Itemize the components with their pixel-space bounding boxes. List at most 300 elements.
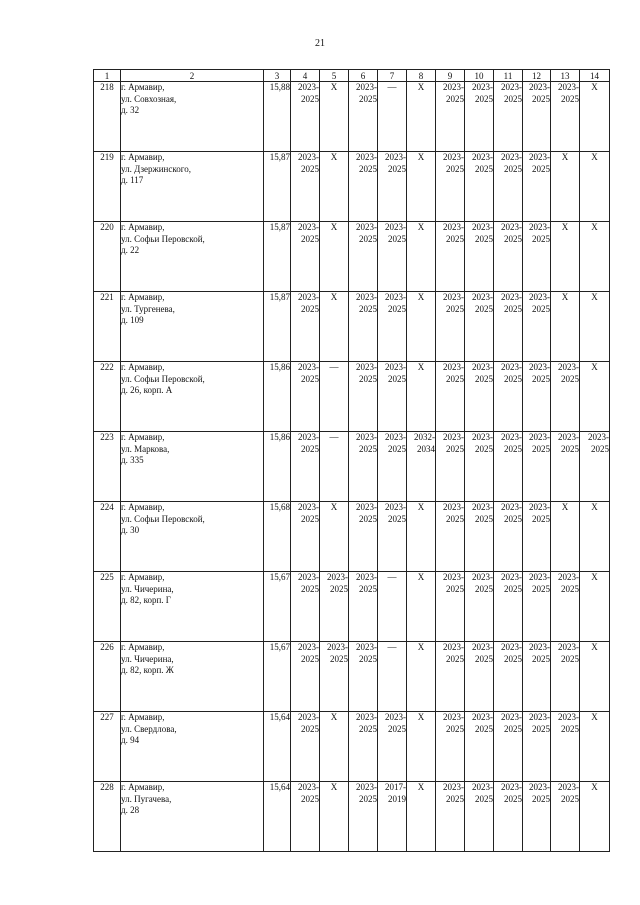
- address-line: д. 335: [121, 455, 144, 465]
- period-line: 2025: [359, 303, 377, 314]
- period-line: 2034: [417, 443, 435, 454]
- period-line: 2023-: [529, 642, 550, 652]
- period-cell: [494, 642, 523, 712]
- column-header: 2: [121, 70, 264, 82]
- period-cell: [494, 152, 523, 222]
- address-line: д. 82, корп. Ж: [121, 665, 174, 675]
- period-line: 2025: [532, 793, 550, 804]
- table-row: [94, 292, 610, 362]
- period-line: 2023-: [501, 572, 522, 582]
- period-cell: [436, 502, 465, 572]
- period-cell: [551, 292, 580, 362]
- table-row: [94, 82, 610, 152]
- period-line: 2023-: [356, 502, 377, 512]
- period-line: 2023-: [356, 82, 377, 92]
- period-line: 2023-: [356, 642, 377, 652]
- period-cell: [407, 642, 436, 712]
- column-header: 4: [291, 70, 320, 82]
- period-line: 2032-: [414, 432, 435, 442]
- period-line: 2023-: [472, 362, 493, 372]
- address-line: д. 22: [121, 245, 140, 255]
- period-cell: [523, 152, 551, 222]
- area-cell: 15,88: [264, 82, 291, 152]
- address-line: г. Армавир,: [121, 432, 165, 442]
- address-line: д. 109: [121, 315, 144, 325]
- period-line: X: [591, 712, 598, 722]
- period-line: X: [591, 782, 598, 792]
- period-line: 2023-: [529, 362, 550, 372]
- area-cell: 15,68: [264, 502, 291, 572]
- period-line: 2025: [504, 513, 522, 524]
- period-line: 2025: [388, 443, 406, 454]
- period-line: 2023-: [501, 502, 522, 512]
- column-header: 10: [465, 70, 494, 82]
- period-line: 2025: [561, 583, 579, 594]
- period-line: 2023-: [558, 362, 579, 372]
- period-cell: [551, 572, 580, 642]
- column-header: 9: [436, 70, 465, 82]
- period-line: 2025: [504, 163, 522, 174]
- address-cell: [121, 152, 264, 222]
- period-cell: [523, 222, 551, 292]
- period-cell: [349, 82, 378, 152]
- period-line: 2023-: [558, 642, 579, 652]
- row-number: 221: [94, 292, 121, 362]
- period-line: 2025: [359, 233, 377, 244]
- period-line: 2023-: [298, 782, 319, 792]
- period-line: 2025: [532, 93, 550, 104]
- period-line: 2025: [388, 233, 406, 244]
- period-line: 2025: [359, 163, 377, 174]
- period-line: 2025: [475, 723, 493, 734]
- period-line: 2025: [359, 513, 377, 524]
- period-line: 2023-: [443, 152, 464, 162]
- period-line: X: [561, 292, 569, 302]
- period-line: 2025: [446, 163, 464, 174]
- period-line: 2025: [446, 443, 464, 454]
- period-cell: [320, 502, 349, 572]
- period-line: —: [329, 362, 339, 372]
- period-line: 2025: [561, 93, 579, 104]
- period-cell: [580, 222, 610, 292]
- period-line: X: [417, 572, 425, 582]
- period-cell: [580, 82, 610, 152]
- period-line: X: [417, 502, 425, 512]
- period-line: 2025: [561, 653, 579, 664]
- period-cell: [349, 642, 378, 712]
- period-cell: [580, 642, 610, 712]
- table-row: [94, 432, 610, 502]
- row-number: 228: [94, 782, 121, 852]
- table-row: [94, 782, 610, 852]
- period-line: 2025: [301, 373, 319, 384]
- period-line: 2023-: [443, 432, 464, 442]
- address-line: г. Армавир,: [121, 642, 165, 652]
- period-cell: [494, 432, 523, 502]
- period-line: 2023-: [327, 572, 348, 582]
- period-line: 2023-: [298, 712, 319, 722]
- period-line: 2025: [504, 93, 522, 104]
- period-cell: [320, 432, 349, 502]
- period-line: X: [591, 572, 598, 582]
- address-line: д. 94: [121, 735, 140, 745]
- address-line: д. 30: [121, 525, 140, 535]
- period-line: 2023-: [501, 82, 522, 92]
- period-line: 2023-: [501, 222, 522, 232]
- period-line: 2025: [301, 163, 319, 174]
- period-line: 2023-: [385, 432, 406, 442]
- period-line: 2023-: [298, 502, 319, 512]
- period-cell: [291, 82, 320, 152]
- period-cell: [291, 642, 320, 712]
- period-line: 2023-: [298, 222, 319, 232]
- period-line: 2025: [561, 373, 579, 384]
- period-line: 2023-: [501, 292, 522, 302]
- address-cell: [121, 572, 264, 642]
- period-cell: [378, 362, 407, 432]
- area-cell: 15,64: [264, 712, 291, 782]
- period-line: 2023-: [501, 362, 522, 372]
- period-cell: [407, 82, 436, 152]
- period-line: 2025: [446, 373, 464, 384]
- period-line: 2023-: [501, 432, 522, 442]
- address-line: г. Армавир,: [121, 572, 165, 582]
- column-header: 5: [320, 70, 349, 82]
- period-line: 2025: [475, 303, 493, 314]
- period-cell: [436, 572, 465, 642]
- column-header: 1: [94, 70, 121, 82]
- row-number: 219: [94, 152, 121, 222]
- address-line: ул. Дзержинского,: [121, 163, 191, 174]
- address-line: д. 28: [121, 805, 140, 815]
- period-line: X: [417, 152, 425, 162]
- area-cell: 15,87: [264, 152, 291, 222]
- table-row: [94, 152, 610, 222]
- period-line: 2023-: [443, 292, 464, 302]
- address-line: г. Армавир,: [121, 362, 165, 372]
- row-number: 222: [94, 362, 121, 432]
- column-header: 12: [523, 70, 551, 82]
- period-line: 2025: [446, 233, 464, 244]
- period-cell: [436, 362, 465, 432]
- address-line: г. Армавир,: [121, 782, 165, 792]
- period-line: 2023-: [501, 642, 522, 652]
- address-line: д. 82, корп. Г: [121, 595, 172, 605]
- column-header: 11: [494, 70, 523, 82]
- period-line: 2023-: [298, 362, 319, 372]
- period-line: 2025: [301, 93, 319, 104]
- period-cell: [378, 712, 407, 782]
- period-line: 2025: [301, 723, 319, 734]
- period-line: X: [330, 222, 338, 232]
- period-line: 2023-: [529, 572, 550, 582]
- period-cell: [465, 152, 494, 222]
- address-cell: [121, 782, 264, 852]
- period-line: 2023-: [443, 222, 464, 232]
- period-cell: [551, 152, 580, 222]
- period-cell: [494, 82, 523, 152]
- period-line: X: [591, 642, 598, 652]
- period-cell: [551, 502, 580, 572]
- period-cell: [436, 432, 465, 502]
- period-line: 2025: [388, 373, 406, 384]
- period-line: 2023-: [443, 712, 464, 722]
- period-line: 2023-: [385, 292, 406, 302]
- period-cell: [407, 292, 436, 362]
- address-cell: [121, 502, 264, 572]
- period-cell: [436, 782, 465, 852]
- period-line: 2023-: [529, 712, 550, 722]
- period-line: 2025: [388, 303, 406, 314]
- period-cell: [378, 152, 407, 222]
- period-cell: [378, 502, 407, 572]
- period-line: X: [591, 502, 598, 512]
- period-line: 2023-: [472, 642, 493, 652]
- row-number: 220: [94, 222, 121, 292]
- period-cell: [494, 222, 523, 292]
- table-row: [94, 222, 610, 292]
- period-line: 2025: [504, 373, 522, 384]
- period-line: 2023-: [385, 362, 406, 372]
- period-cell: [551, 222, 580, 292]
- table-row: [94, 502, 610, 572]
- period-line: 2025: [301, 513, 319, 524]
- period-line: 2025: [446, 723, 464, 734]
- period-line: X: [330, 712, 338, 722]
- period-line: 2023-: [472, 152, 493, 162]
- table-header-row: [94, 70, 610, 82]
- period-line: 2025: [504, 583, 522, 594]
- period-line: 2025: [301, 793, 319, 804]
- area-cell: 15,67: [264, 642, 291, 712]
- period-line: 2025: [446, 303, 464, 314]
- row-number: 224: [94, 502, 121, 572]
- period-cell: [436, 152, 465, 222]
- period-line: 2025: [504, 303, 522, 314]
- period-line: 2025: [446, 93, 464, 104]
- address-line: г. Армавир,: [121, 712, 165, 722]
- period-cell: [291, 362, 320, 432]
- period-line: 2023-: [385, 152, 406, 162]
- period-cell: [580, 712, 610, 782]
- period-cell: [378, 782, 407, 852]
- table-body: [94, 70, 610, 852]
- period-cell: [349, 222, 378, 292]
- period-line: 2025: [359, 653, 377, 664]
- address-line: ул. Маркова,: [121, 443, 170, 454]
- period-line: 2023-: [558, 572, 579, 582]
- period-line: 2023-: [472, 432, 493, 442]
- period-cell: [407, 502, 436, 572]
- period-cell: [320, 222, 349, 292]
- period-cell: [320, 152, 349, 222]
- period-line: 2025: [532, 233, 550, 244]
- period-line: 2023-: [298, 292, 319, 302]
- period-cell: [320, 362, 349, 432]
- period-line: 2019: [388, 793, 406, 804]
- period-cell: [291, 712, 320, 782]
- period-cell: [378, 82, 407, 152]
- period-cell: [580, 782, 610, 852]
- address-line: д. 32: [121, 105, 140, 115]
- period-line: 2025: [388, 723, 406, 734]
- column-header: 13: [551, 70, 580, 82]
- period-cell: [320, 712, 349, 782]
- period-line: 2023-: [443, 572, 464, 582]
- period-line: 2023-: [298, 152, 319, 162]
- address-line: г. Армавир,: [121, 82, 165, 92]
- period-line: 2025: [475, 373, 493, 384]
- address-cell: [121, 712, 264, 782]
- period-cell: [436, 712, 465, 782]
- period-cell: [523, 782, 551, 852]
- period-line: 2025: [388, 513, 406, 524]
- page-number: 21: [315, 38, 325, 49]
- period-cell: [378, 572, 407, 642]
- period-cell: [580, 502, 610, 572]
- period-line: 2023-: [529, 292, 550, 302]
- period-cell: [523, 432, 551, 502]
- period-line: X: [561, 222, 569, 232]
- period-line: X: [591, 82, 598, 92]
- area-cell: 15,87: [264, 222, 291, 292]
- period-cell: [349, 362, 378, 432]
- row-number: 226: [94, 642, 121, 712]
- period-line: 2025: [475, 163, 493, 174]
- period-cell: [407, 432, 436, 502]
- period-cell: [320, 642, 349, 712]
- period-line: 2025: [301, 653, 319, 664]
- period-cell: [551, 362, 580, 432]
- period-line: X: [591, 362, 598, 372]
- address-line: ул. Пугачева,: [121, 793, 172, 804]
- column-header: 6: [349, 70, 378, 82]
- period-line: 2025: [532, 303, 550, 314]
- period-line: X: [417, 222, 425, 232]
- period-cell: [436, 222, 465, 292]
- period-line: 2023-: [472, 572, 493, 582]
- address-cell: [121, 292, 264, 362]
- period-line: 2025: [475, 793, 493, 804]
- period-cell: [349, 712, 378, 782]
- period-line: 2023-: [356, 712, 377, 722]
- period-line: 2025: [446, 513, 464, 524]
- period-line: X: [561, 502, 569, 512]
- address-cell: [121, 432, 264, 502]
- period-cell: [494, 782, 523, 852]
- period-line: 2023-: [529, 502, 550, 512]
- period-cell: [407, 362, 436, 432]
- period-cell: [551, 782, 580, 852]
- period-line: 2023-: [356, 152, 377, 162]
- period-line: X: [591, 292, 598, 302]
- period-cell: [523, 712, 551, 782]
- period-cell: [349, 782, 378, 852]
- period-cell: [407, 782, 436, 852]
- period-line: 2023-: [298, 432, 319, 442]
- address-line: г. Армавир,: [121, 502, 165, 512]
- period-line: 2023-: [472, 292, 493, 302]
- period-line: X: [330, 502, 338, 512]
- period-line: 2025: [504, 793, 522, 804]
- period-cell: [291, 782, 320, 852]
- period-line: 2023-: [472, 82, 493, 92]
- period-line: 2023-: [298, 642, 319, 652]
- period-cell: [465, 82, 494, 152]
- period-line: 2025: [359, 443, 377, 454]
- period-line: 2023-: [356, 572, 377, 582]
- period-line: 2025: [359, 793, 377, 804]
- period-line: 2023-: [529, 152, 550, 162]
- period-line: 2023-: [385, 712, 406, 722]
- address-line: ул. Чичерина,: [121, 583, 174, 594]
- period-line: 2023-: [558, 82, 579, 92]
- row-number: 225: [94, 572, 121, 642]
- period-line: 2023-: [529, 432, 550, 442]
- table-row: [94, 712, 610, 782]
- period-line: —: [329, 432, 339, 442]
- period-line: 2023-: [501, 152, 522, 162]
- period-cell: [523, 82, 551, 152]
- period-line: X: [417, 782, 425, 792]
- period-line: 2025: [301, 583, 319, 594]
- period-line: 2023-: [472, 782, 493, 792]
- period-cell: [465, 362, 494, 432]
- period-line: 2023-: [356, 782, 377, 792]
- period-cell: [436, 292, 465, 362]
- address-line: ул. Тургенева,: [121, 303, 175, 314]
- period-cell: [494, 572, 523, 642]
- period-cell: [320, 82, 349, 152]
- period-cell: [349, 502, 378, 572]
- period-cell: [349, 292, 378, 362]
- period-line: 2025: [330, 653, 348, 664]
- column-header: 7: [378, 70, 407, 82]
- schedule-table: [93, 69, 610, 852]
- period-cell: [407, 152, 436, 222]
- period-line: 2025: [301, 443, 319, 454]
- period-line: X: [417, 82, 425, 92]
- address-line: ул. Чичерина,: [121, 653, 174, 664]
- period-line: 2025: [446, 653, 464, 664]
- period-cell: [291, 292, 320, 362]
- address-cell: [121, 362, 264, 432]
- period-cell: [465, 502, 494, 572]
- period-line: 2025: [446, 793, 464, 804]
- period-line: 2023-: [356, 432, 377, 442]
- column-header: 8: [407, 70, 436, 82]
- address-cell: [121, 222, 264, 292]
- period-cell: [523, 292, 551, 362]
- period-cell: [551, 82, 580, 152]
- area-cell: 15,64: [264, 782, 291, 852]
- area-cell: 15,67: [264, 572, 291, 642]
- period-line: 2025: [475, 233, 493, 244]
- period-line: 2025: [532, 723, 550, 734]
- period-line: 2023-: [472, 222, 493, 232]
- period-line: 2023-: [529, 222, 550, 232]
- column-header: 14: [580, 70, 610, 82]
- period-line: 2017-: [385, 782, 406, 792]
- period-line: 2025: [532, 443, 550, 454]
- period-line: 2023-: [443, 82, 464, 92]
- period-line: 2025: [475, 653, 493, 664]
- period-cell: [291, 432, 320, 502]
- period-cell: [494, 362, 523, 432]
- address-cell: [121, 642, 264, 712]
- period-line: 2023-: [443, 502, 464, 512]
- period-line: 2025: [561, 443, 579, 454]
